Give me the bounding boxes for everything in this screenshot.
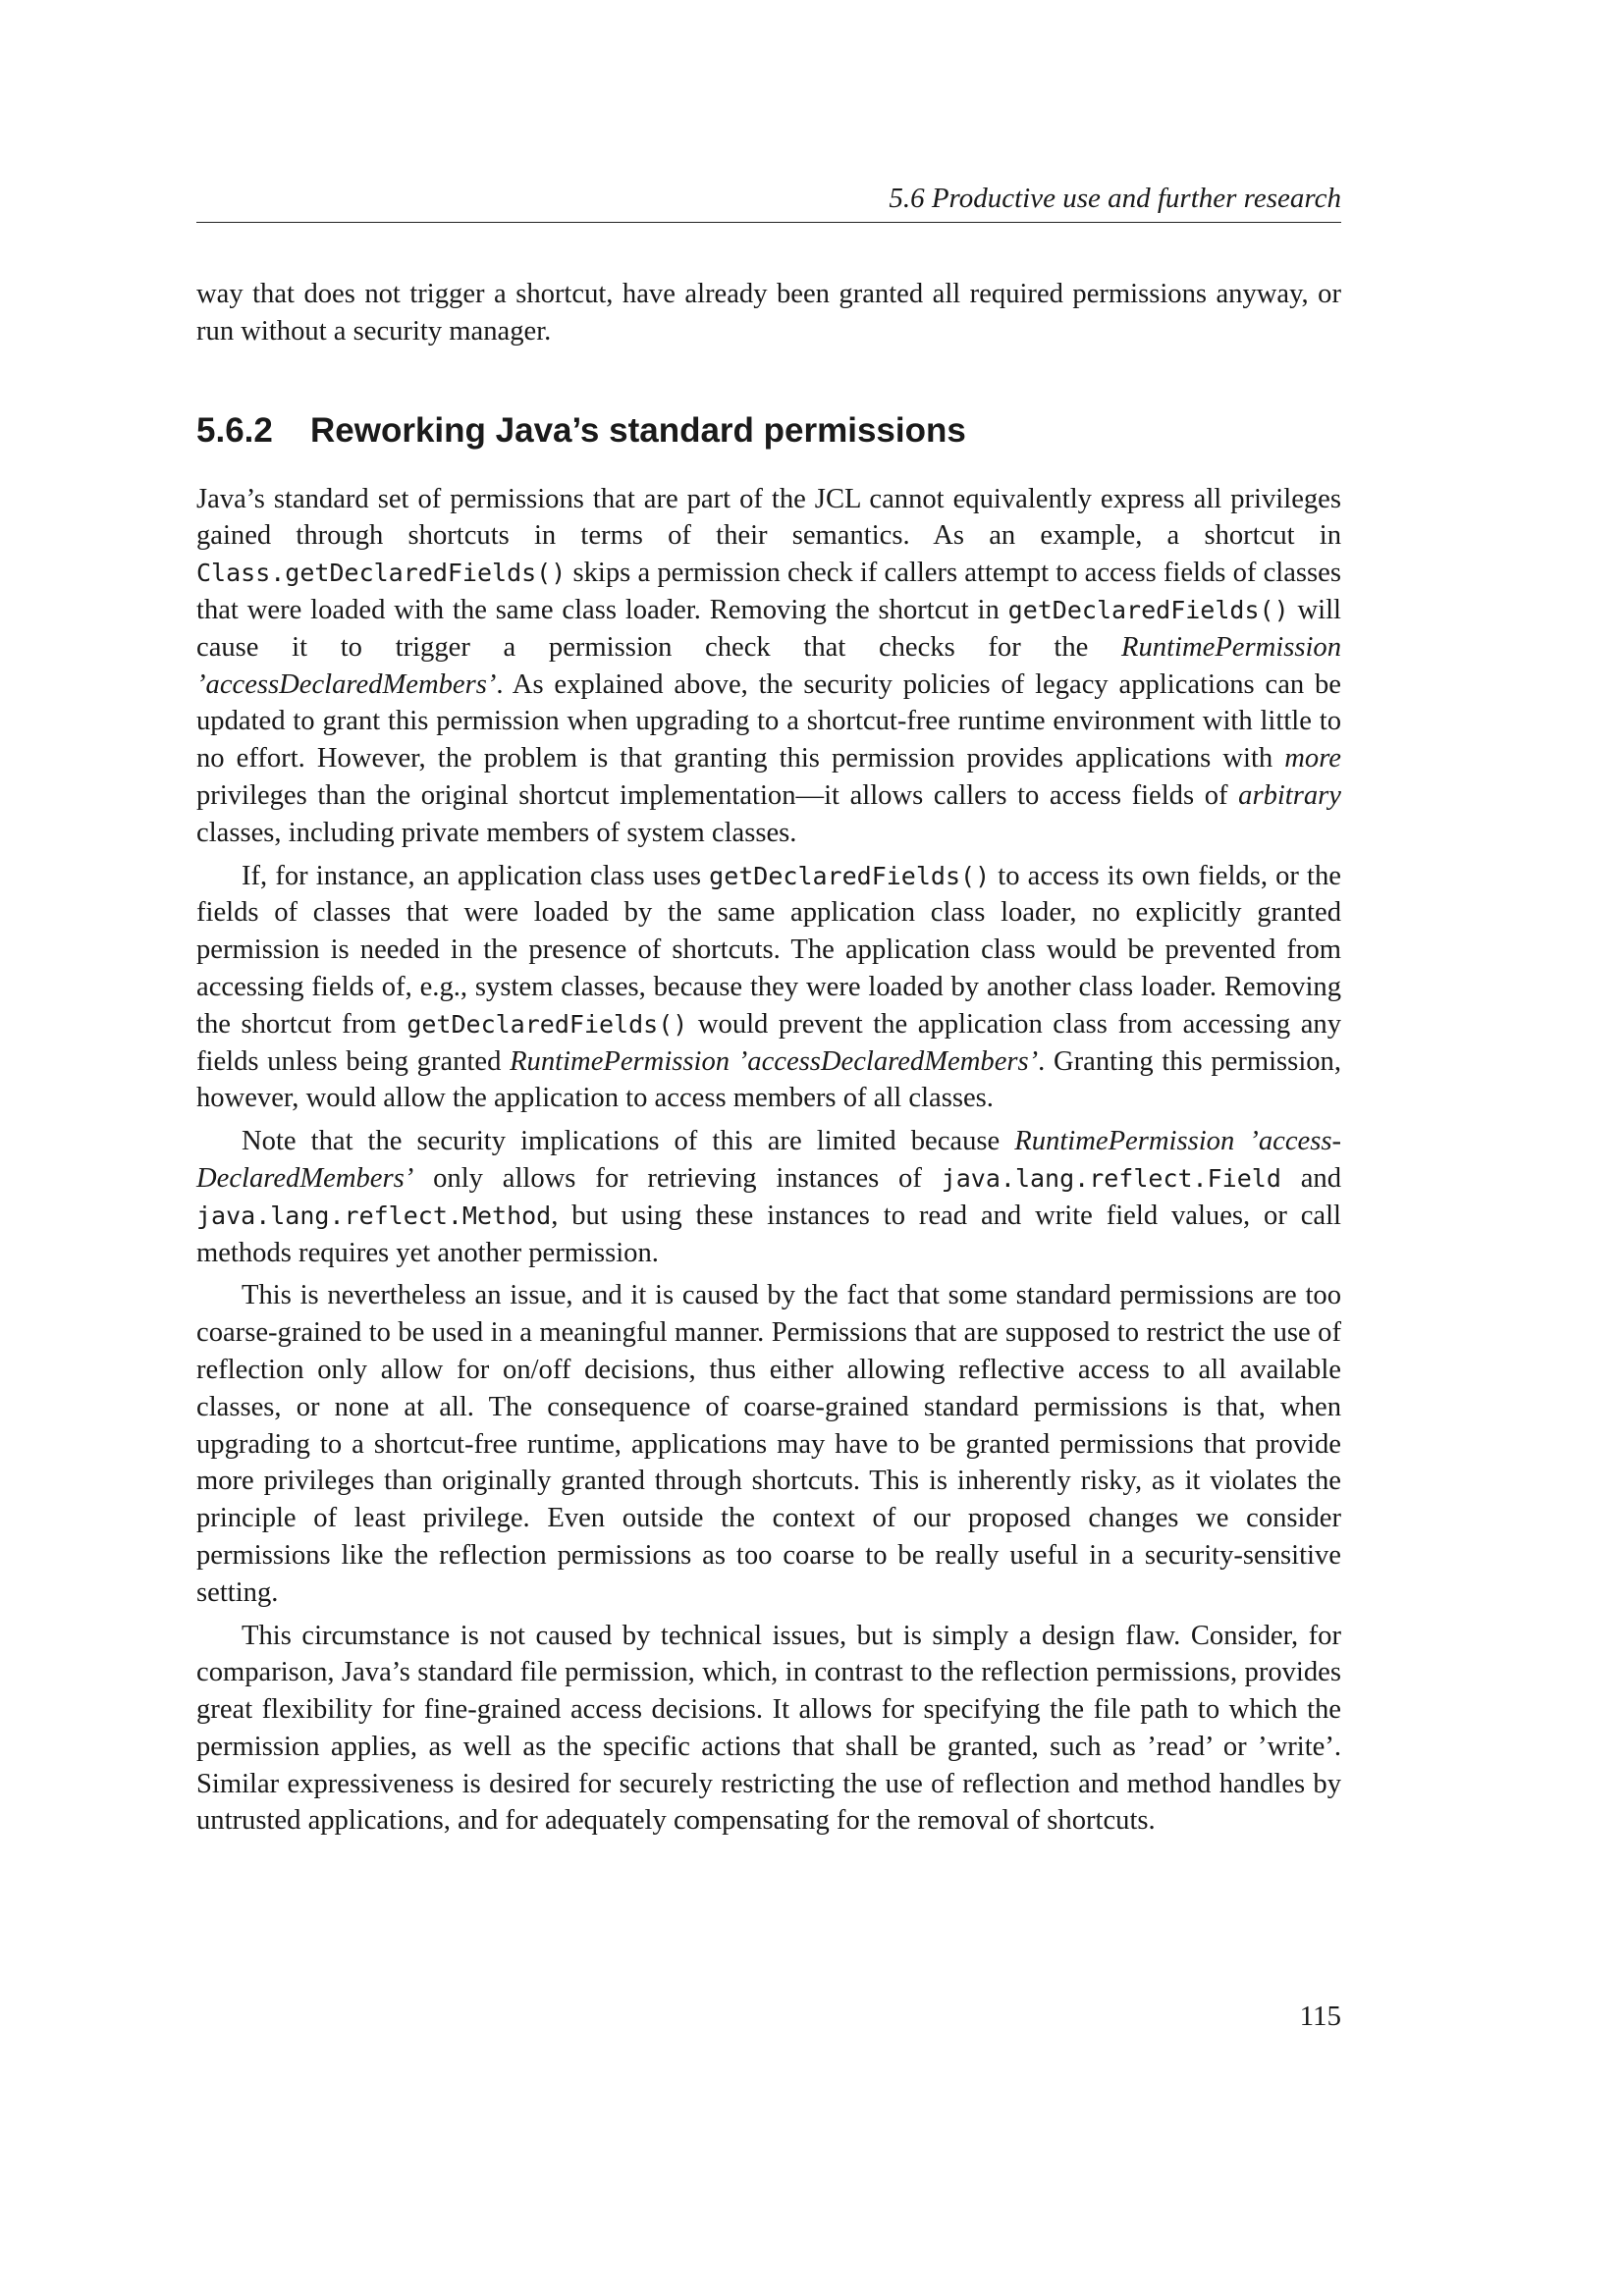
italic-run: RuntimePermission ’accessDeclaredMembers’	[196, 631, 1341, 700]
section-heading	[196, 409, 1341, 453]
text-run: and	[1280, 1162, 1341, 1194]
text-run: to access its own fields, or the fields of classes that were loaded by the same application class loader, no explicitly granted permission is needed in the presence of shortcuts. The application class would be prevented from accessing fields of, e.g., system classes, because they were loaded by another class loader. Removing the shortcut from	[196, 860, 1341, 1040]
italic-run: more	[1284, 743, 1341, 774]
text-run: only allows for retrieving instances of	[413, 1162, 942, 1194]
text-run: If, for instance, an application class uses	[242, 860, 710, 891]
page-body	[196, 276, 1341, 1840]
inline-code: java.lang.reflect.Field	[941, 1163, 1281, 1193]
paragraph-2	[196, 858, 1341, 1118]
text-run: classes, including private members of system classes.	[196, 817, 797, 848]
text-run: will cause it to trigger a permission check that checks for the	[196, 594, 1341, 663]
paragraph-3	[196, 1123, 1341, 1271]
text-run: , but using these instances to read and write field values, or call methods requires yet another permission.	[196, 1200, 1341, 1268]
text-run: would prevent the application class from accessing any fields unless being granted	[196, 1008, 1341, 1077]
text-run: This is nevertheless an issue, and it is caused by the fact that some standard permissions are too coarse-grained to be used in a meaningful manner. Permissions that are supposed to restrict the use of reflection only allow for on/off decisions, thus either allowing reflective access to all available classes, or none at all. The consequence of coarse-grained standard permissions is that, when upgrading to a shortcut-free runtime, applications may have to be granted permissions that provide more privileges than originally granted through shortcuts. This is inherently risky, as it violates the principle of least privilege. Even outside the context of our proposed changes we consider permissions like the reflection permissions as too coarse to be really useful in a security-sensitive setting.	[196, 1280, 1341, 1608]
italic-run: RuntimePermission ’accessDeclaredMembers’	[196, 1126, 1341, 1194]
inline-code: java.lang.reflect.Method	[196, 1201, 552, 1230]
header-rule	[196, 222, 1341, 223]
inline-code: Class.getDeclaredFields()	[196, 559, 567, 588]
page-number: 115	[1299, 2001, 1341, 2032]
section-title: Reworking Java’s standard permissions	[310, 410, 966, 450]
inline-code: getDeclaredFields()	[1007, 595, 1289, 624]
text-run: Note that the security implications of this are limited because	[242, 1126, 1015, 1157]
paragraph-1	[196, 481, 1341, 852]
italic-run: arbitrary	[1238, 779, 1341, 811]
text-run: . As explained above, the security policies of legacy applications can be updated to grant this permission when upgrading to a shortcut-free runtime environment with little to no effort. However, the problem is that granting this permission provides applications with	[196, 668, 1341, 774]
text-run: This circumstance is not caused by technical issues, but is simply a design flaw. Consider, for comparison, Java’s standard file permission, which, in contrast to the reflection permissions, provides great flexibility for fine-grained access decisions. It allows for specifying the file path to which the permission applies, as well as the specific actions that shall be granted, such as ’read’ or ’write’. Similar expressiveness is desired for securely restricting the use of reflection and method handles by untrusted applications, and for adequately compensating for the removal of shortcuts.	[196, 1620, 1341, 1837]
text-run: skips a permission check if callers attempt to access fields of classes that were loaded with the same class loader. Removing the shortcut in	[196, 558, 1341, 625]
section-number: 5.6.2	[196, 410, 273, 450]
lead-paragraph	[196, 276, 1341, 350]
text-run: Java’s standard set of permissions that are part of the JCL cannot equivalently express all privileges gained through shortcuts in terms of their semantics. As an example, a shortcut in	[196, 483, 1341, 552]
paragraph-4	[196, 1277, 1341, 1611]
paragraph-5	[196, 1618, 1341, 1841]
text-run: . Granting this permission, however, would allow the application to access members of all classes.	[196, 1045, 1341, 1114]
inline-code: getDeclaredFields()	[709, 861, 991, 890]
text-run: way that does not trigger a shortcut, have already been granted all required permissions anyway, or run without a security manager.	[196, 279, 1341, 347]
inline-code: getDeclaredFields()	[406, 1009, 688, 1039]
text-run: privileges than the original shortcut implementation—it allows callers to access fields of	[196, 779, 1239, 811]
running-head: 5.6 Productive use and further research	[889, 183, 1341, 214]
italic-run: RuntimePermission ’accessDeclaredMembers’	[510, 1045, 1039, 1077]
